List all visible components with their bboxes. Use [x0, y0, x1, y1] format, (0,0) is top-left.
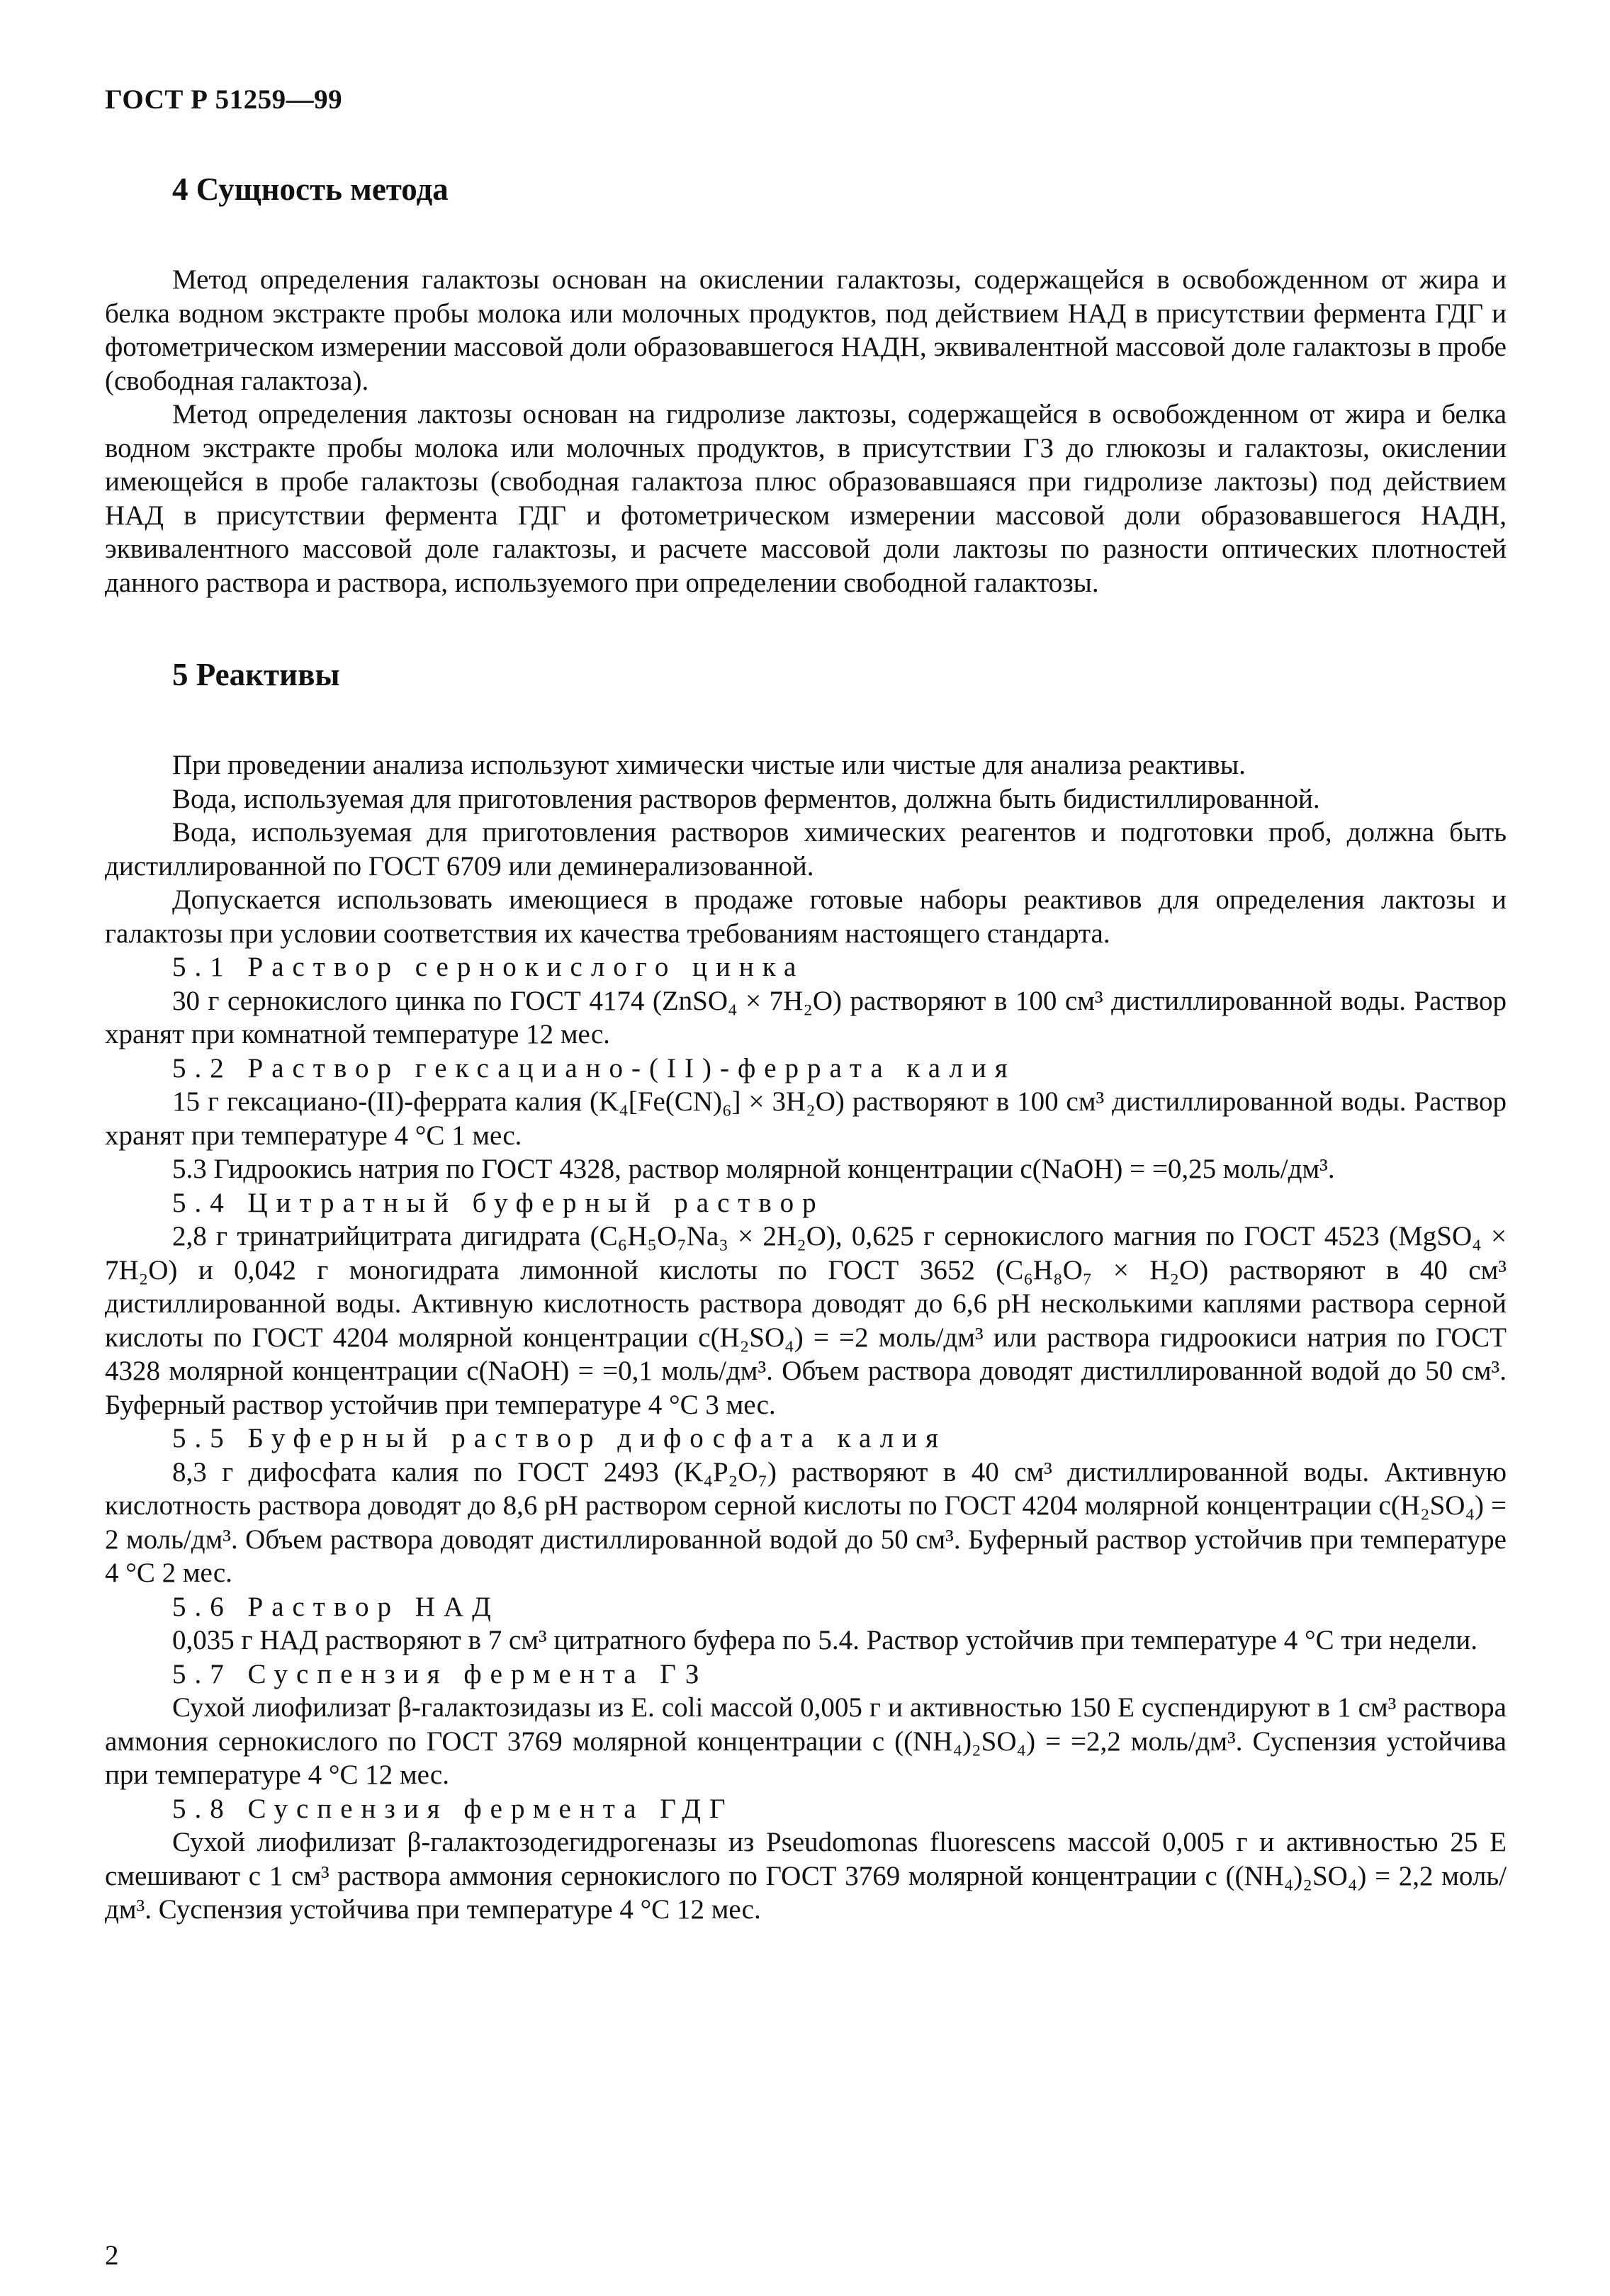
section-5-title: 5 Реактивы [172, 657, 340, 692]
page-number: 2 [105, 2240, 119, 2270]
section-4-title: 4 Сущность метода [172, 171, 449, 207]
section-5-intro-3: Вода, используемая для приготовления растворов химических реагентов и подготовки проб, должна быть дистиллированной по ГОСТ 6709 или деминерализованной. [105, 817, 1507, 882]
section-5-intro-4: Допускается использовать имеющиеся в продаже готовые наборы реактивов для определения лактозы и галактозы при условии соответствия их качества требованиям настоящего стандарта. [105, 884, 1507, 949]
document-page [105, 84, 1507, 1927]
subsection-5-4-heading: 5.4 Цитратный буферный раствор [172, 1187, 825, 1218]
document-header: ГОСТ Р 51259—99 [105, 84, 343, 115]
subsection-5-3-text: 5.3 Гидроокись натрия по ГОСТ 4328, раствор молярной концентрации c(NaOH) = =0,25 моль/дм³. [172, 1154, 1335, 1184]
subsection-5-5-heading: 5.5 Буферный раствор дифосфата калия [172, 1423, 947, 1453]
subsection-5-5-text: 8,3 г дифосфата калия по ГОСТ 2493 (K₄P₂O₇) растворяют в 40 см³ дистиллированной воды. Активную кислотность раствора доводят до 8,6 pH раствором серной кислоты по ГОСТ 4204 молярной концентрации c(H₂SO₄) = 2 моль/дм³. Объем раствора доводят дистиллированной водой до 50 см³. Буферный раствор устойчив при температуре 4 °C 2 мес. [105, 1456, 1507, 1588]
subsection-5-1-text: 30 г сернокислого цинка по ГОСТ 4174 (ZnSO₄ × 7H₂O) растворяют в 100 см³ дистиллированной воды. Раствор хранят при комнатной температуре 12 мес. [105, 985, 1507, 1049]
subsection-5-2-heading: 5.2 Раствор гексациано-(II)-феррата калия [172, 1052, 1016, 1084]
section-4-paragraph-1: Метод определения галактозы основан на окислении галактозы, содержащейся в освобожденном от жира и белка водном экстракте пробы молока или молочных продуктов, под действием НАД в присутствии фермента ГДГ и фотометрическом измерении массовой доли образовавшегося НАДН, эквивалентной массовой доле галактозы в пробе (свободная галактоза). [105, 264, 1507, 396]
section-4-paragraph-2: Метод определения лактозы основан на гидролизе лактозы, содержащейся в освобожденном от жира и белка водном экстракте пробы молока или молочных продуктов, в присутствии ГЗ до глюкозы и галактозы, окислении имеющейся в пробе галактозы (свободная галактоза плюс образовавшаяся при гидролизе лактозы) под действием НАД в присутствии фермента ГДГ и фотометрическом измерении массовой доли образовавшегося НАДН, эквивалентного массовой доле галактозы, и расчете массовой доли лактозы по разности оптических плотностей данного раствора и раствора, используемого при определении свободной галактозы. [105, 399, 1507, 598]
subsection-5-8-text: Сухой лиофилизат β-галактозодегидрогеназы из Pseudomonas fluorescens массой 0,005 г и активностью 25 Е смешивают с 1 см³ раствора аммония сернокислого по ГОСТ 3769 молярной концентрации c ((NH₄)₂SO₄) = 2,2 моль/дм³. Суспензия устойчива при температуре 4 °C 12 мес. [105, 1827, 1507, 1925]
subsection-5-6-heading: 5.6 Раствор НАД [172, 1591, 500, 1622]
subsection-5-1-heading: 5.1 Раствор сернокислого цинка [172, 952, 805, 982]
section-5-intro-2: Вода, используемая для приготовления растворов ферментов, должна быть бидистиллированной. [172, 783, 1320, 814]
subsection-5-7-text: Сухой лиофилизат β-галактозидазы из E. coli массой 0,005 г и активностью 150 Е суспендируют в 1 см³ раствора аммония сернокислого по ГОСТ 3769 молярной концентрации c ((NH₄)₂SO₄) = =2,2 моль/дм³. Суспензия устойчива при температуре 4 °C 12 мес. [105, 1692, 1507, 1790]
section-5-intro-1: При проведении анализа используют химически чистые или чистые для анализа реактивы. [172, 750, 1246, 780]
subsection-5-2-text: 15 г гексациано-(II)-феррата калия (K₄[Fe(CN)₆] × 3H₂O) растворяют в 100 см³ дистиллированной воды. Раствор хранят при температуре 4 °C 1 мес. [105, 1086, 1507, 1151]
subsection-5-8-heading: 5.8 Суспензия фермента ГДГ [172, 1793, 734, 1824]
subsection-5-7-heading: 5.7 Суспензия фермента ГЗ [172, 1658, 708, 1689]
subsection-5-4-text: 2,8 г тринатрийцитрата дигидрата (C₆H₅O₇Na₃ × 2H₂O), 0,625 г сернокислого магния по ГОСТ 4523 (MgSO₄ × 7H₂O) и 0,042 г моногидрата лимонной кислоты по ГОСТ 3652 (C₆H₈O₇ × H₂O) растворяют в 40 см³ дистиллированной воды. Активную кислотность раствора доводят до 6,6 pH несколькими каплями раствора серной кислоты по ГОСТ 4204 молярной концентрации c(H₂SO₄) = =2 моль/дм³ или раствора гидроокиси натрия по ГОСТ 4328 молярной концентрации c(NaOH) = =0,1 моль/дм³. Объем раствора доводят дистиллированной водой до 50 см³. Буферный раствор устойчив при температуре 4 °C 3 мес. [105, 1221, 1507, 1420]
subsection-5-6-text: 0,035 г НАД растворяют в 7 см³ цитратного буфера по 5.4. Раствор устойчив при температуре 4 °C три недели. [172, 1625, 1477, 1655]
